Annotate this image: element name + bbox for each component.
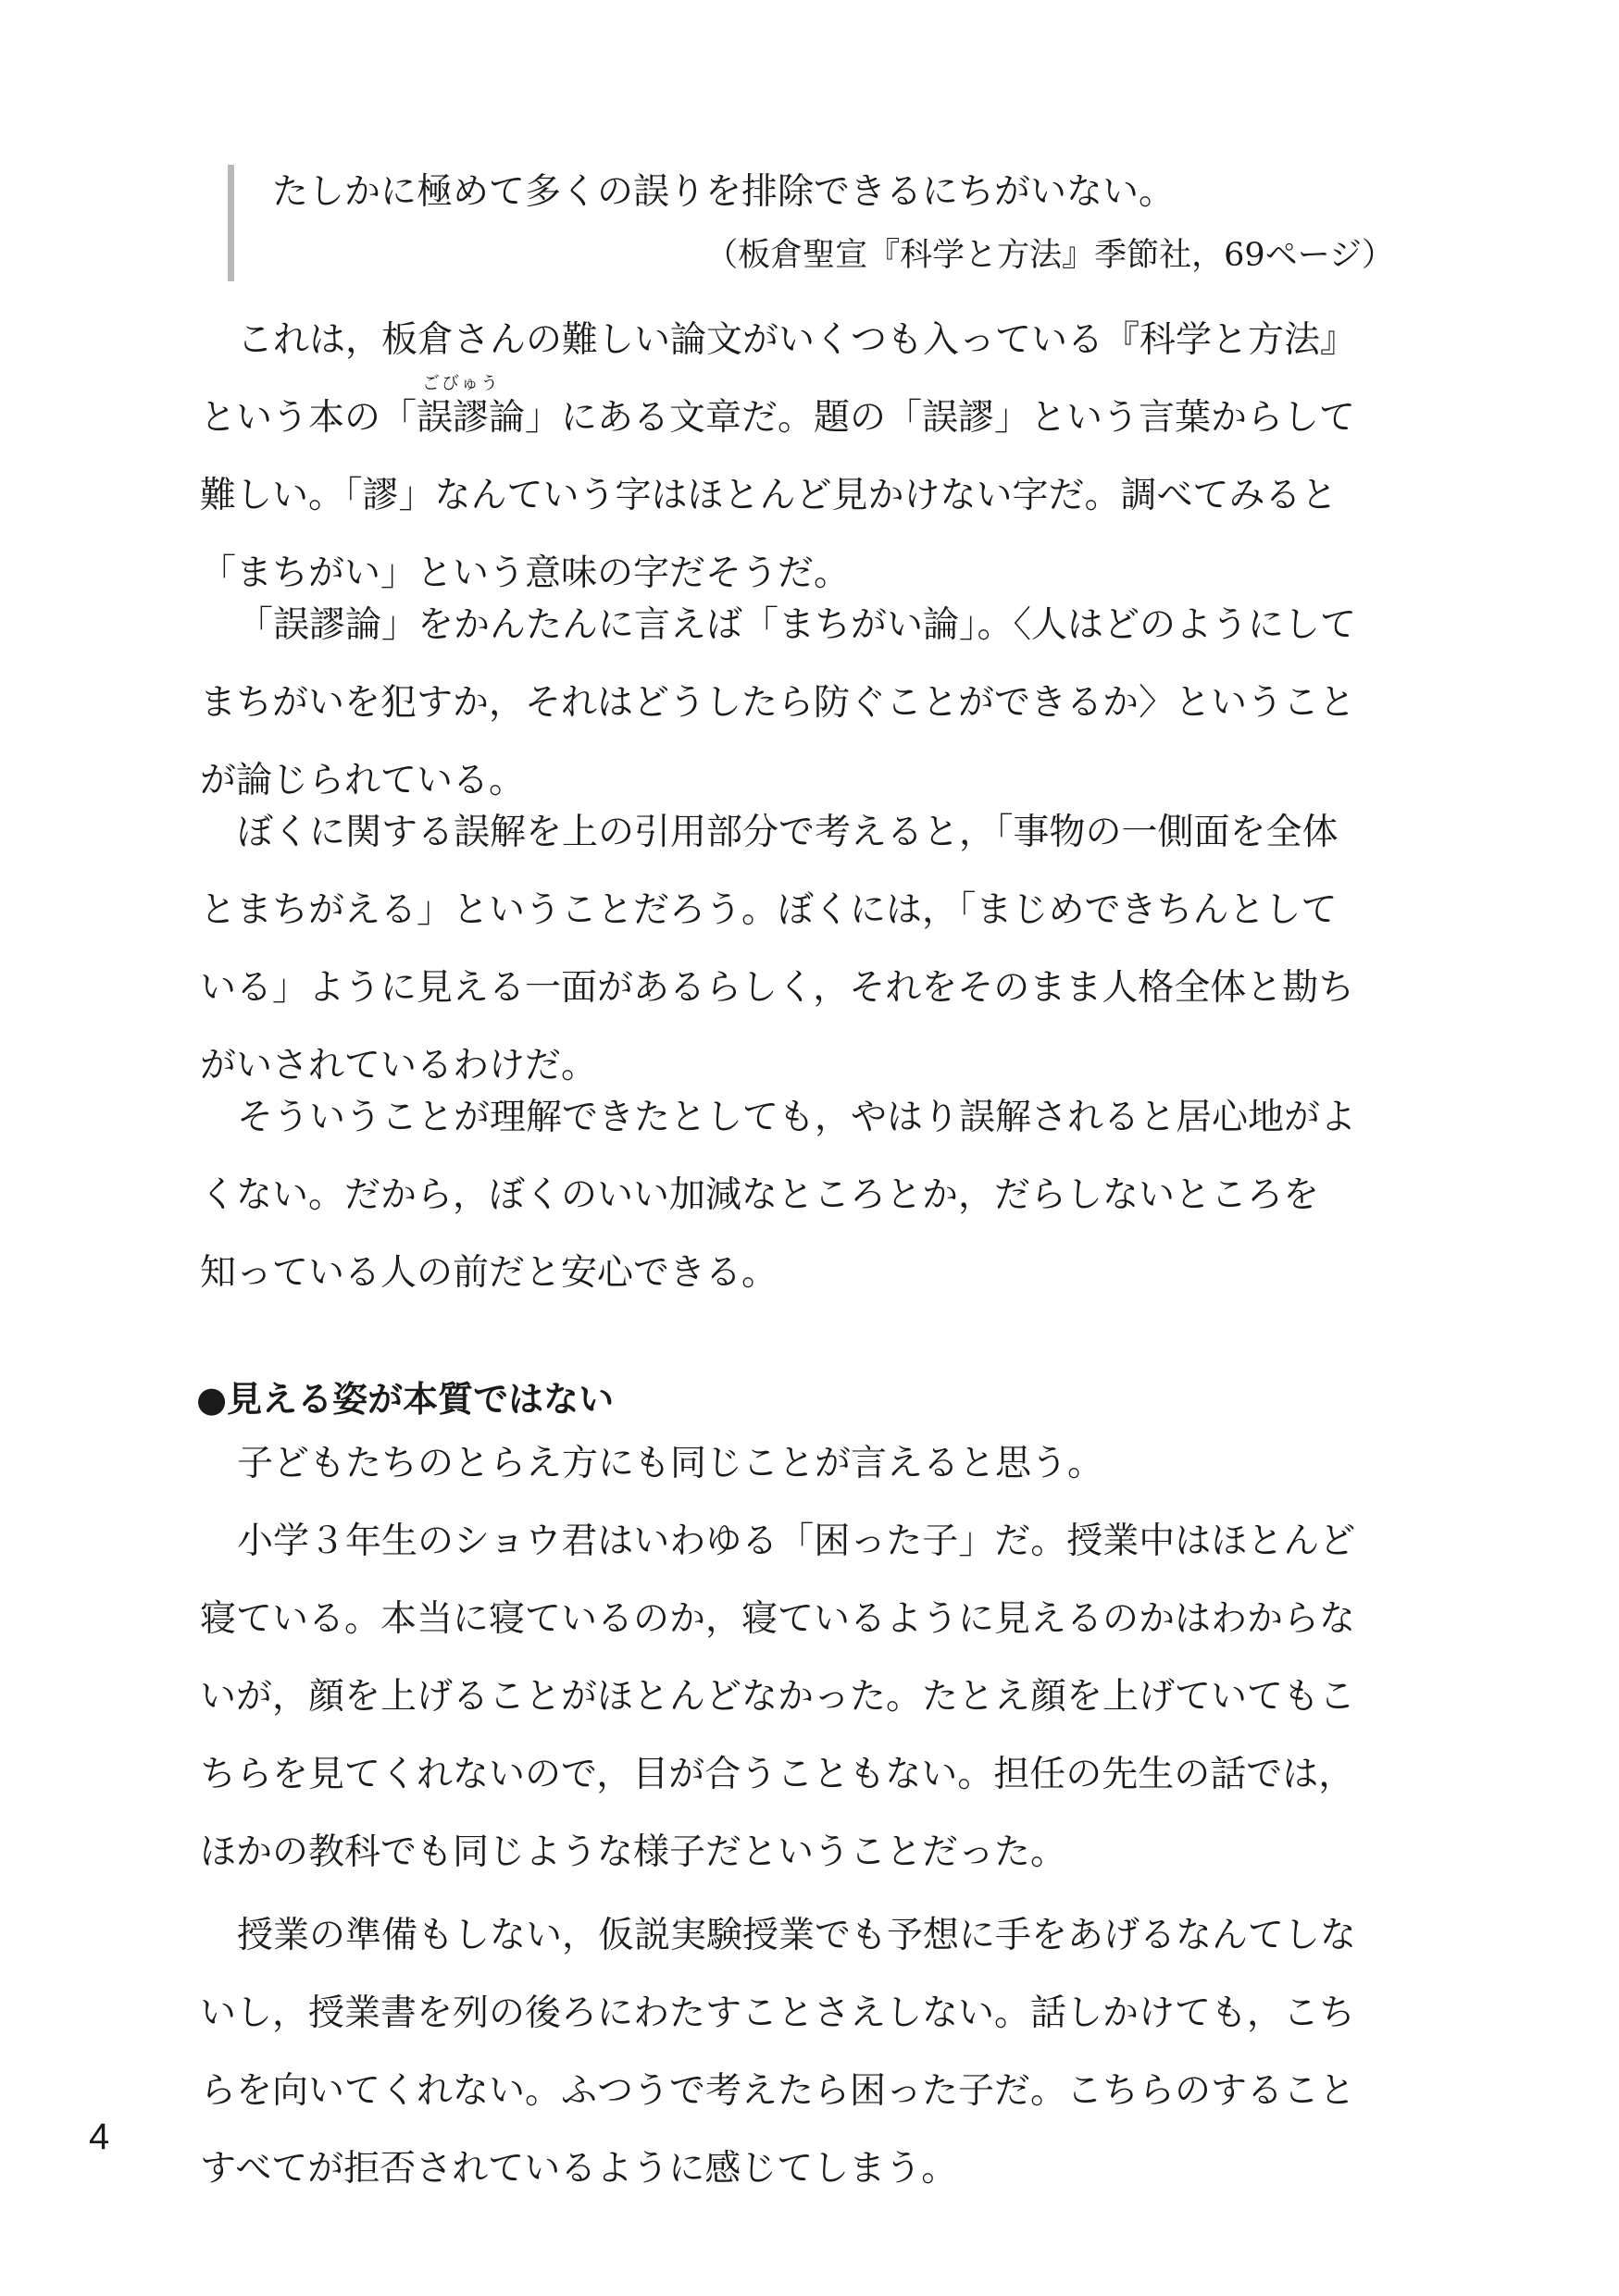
paragraph-line: いし，授業書を列の後ろにわたすことさえしない。話しかけても，こち — [200, 1992, 1356, 2034]
paragraph-line: ぼくに関する誤解を上の引用部分で考えると，「事物の一側面を全体 — [237, 812, 1339, 853]
paragraph-line: ちらを見てくれないので，目が合うこともない。担任の先生の話では， — [200, 1754, 1355, 1795]
paragraph-line: 授業の準備もしない，仮説実験授業でも予想に手をあげるなんてしな — [237, 1915, 1357, 1956]
paragraph-line: 知っている人の前だと安心できる。 — [200, 1252, 778, 1294]
quote-bar — [228, 165, 234, 281]
section-paragraph-3 — [200, 1897, 1356, 2208]
paragraph-line: すべてが拒否されているように感じてしまう。 — [200, 2148, 958, 2190]
paragraph-4 — [200, 1079, 1356, 1312]
block-quote — [228, 165, 1394, 281]
paragraph-line-with-ruby — [200, 373, 1356, 457]
paragraph-3 — [200, 794, 1354, 1105]
page-number: 4 — [89, 2116, 110, 2157]
paragraph-line: 子どもたちのとらえ方にも同じことが言えると思う。 — [237, 1443, 1104, 1484]
section-paragraph-1 — [200, 1425, 1103, 1503]
paragraph-line: いる」ように見える一面があるらしく，それをそのまま人格全体と勘ち — [200, 967, 1355, 1009]
paragraph-line: 小学３年生のショウ君はいわゆる「困った子」だ。授業中はほとんど — [237, 1520, 1356, 1562]
paragraph-line: 難しい。「謬」なんていう字はほとんど見かけない字だ。調べてみると — [200, 475, 1338, 516]
paragraph-line: が論じられている。 — [200, 760, 526, 801]
paragraph-line: そういうことが理解できたとしても，やはり誤解されると居心地がよ — [237, 1097, 1357, 1138]
section-heading: ●見える姿が本質ではない — [196, 1379, 615, 1420]
paragraph-line-text: という本の「誤謬論」にある文章だ。題の「誤謬」という言葉からして — [200, 397, 1356, 439]
quote-citation: （板倉聖宣『科学と方法』季節社，69ページ） — [705, 237, 1394, 274]
paragraph-line: 「誤謬論」をかんたんに言えば「まちがい論」。〈人はどのようにして — [237, 604, 1357, 646]
paragraph-line: らを向いてくれない。ふつうで考えたら困った子だ。こちらのすること — [200, 2070, 1356, 2112]
paragraph-line: とまちがえる」ということだろう。ぼくには，「まじめできちんとして — [200, 889, 1338, 931]
ruby-reading: ごびゅう — [422, 373, 501, 393]
paragraph-line: まちがいを犯すか，それはどうしたら防ぐことができるか〉ということ — [200, 682, 1356, 724]
section-paragraph-2 — [200, 1503, 1355, 1892]
paragraph-line: 寝ている。本当に寝ているのか，寝ているように見えるのかはわからな — [200, 1598, 1356, 1640]
quote-text: たしかに極めて多くの誤りを排除できるにちがいない。 — [272, 171, 1176, 213]
paragraph-line: いが，顔を上げることがほとんどなかった。たとえ顔を上げていてもこ — [200, 1676, 1356, 1718]
paragraph-1 — [200, 302, 1356, 613]
paragraph-line: ほかの教科でも同じような様子だということだった。 — [200, 1831, 1067, 1873]
paragraph-line: 「まちがい」という意味の字だそうだ。 — [200, 552, 851, 594]
paragraph-line: くない。だから，ぼくのいい加減なところとか，だらしないところを — [200, 1174, 1320, 1216]
paragraph-line: これは，板倉さんの難しい論文がいくつも入っている『科学と方法』 — [237, 319, 1357, 361]
paragraph-2 — [200, 587, 1356, 820]
paragraph-line: がいされているわけだ。 — [200, 1045, 598, 1086]
